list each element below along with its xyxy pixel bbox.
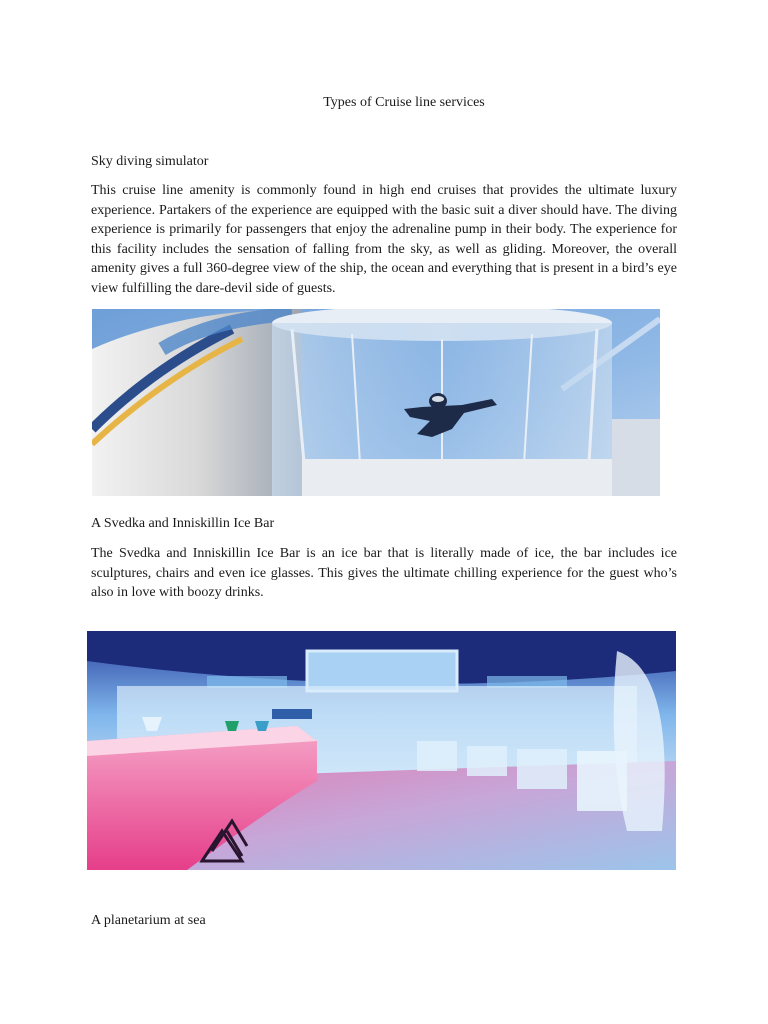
page-title: Types of Cruise line services <box>323 95 485 110</box>
section-body-ice-bar: The Svedka and Inniskillin Ice Bar is an ice bar that is literally made of ice, the bar includes ice sculptures, chairs and even ice glasses. This gives the ultimate chilling experience for the guest who’s also in love with boozy drinks. <box>91 546 677 601</box>
section-heading-planetarium: A planetarium at sea <box>91 913 206 928</box>
section-heading-ice-bar: A Svedka and Inniskillin Ice Bar <box>91 516 275 531</box>
skydiving-photo <box>92 309 660 496</box>
section-heading-sky-diving: Sky diving simulator <box>91 154 209 169</box>
ice-bar-photo <box>87 631 676 870</box>
section-body-sky-diving: This cruise line amenity is commonly found in high end cruises that provides the ultimate luxury experience. Partakers of the experience are equipped with the basic suit a diver should have. The diving experience is primarily for passengers that enjoy the adrenaline pump in their body. The experience for this facility includes the sensation of falling from the sky, as well as gliding. Moreover, the overall amenity gives a full 360-degree view of the ship, the ocean and everything that is present in a bird’s eye view fulfilling the dare-devil side of guests. <box>91 183 677 296</box>
